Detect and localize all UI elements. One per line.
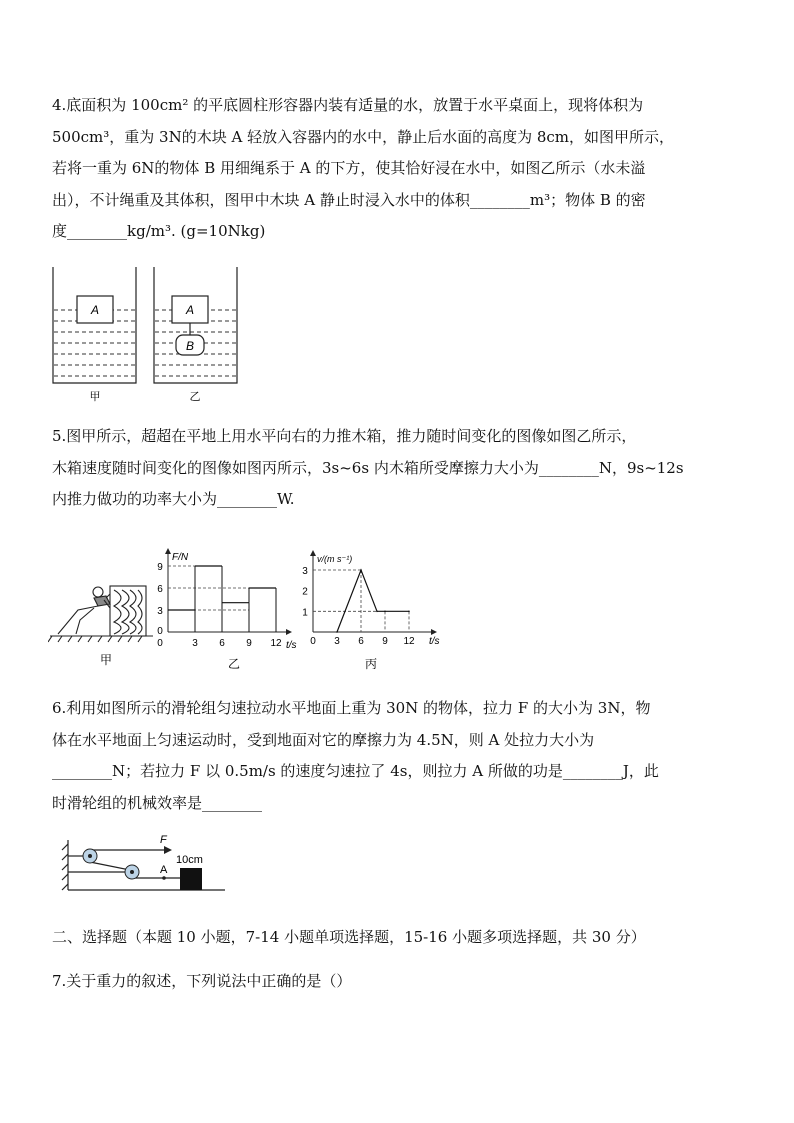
q5-line-2: 木箱速度随时间变化的图像如图丙所示，3s~6s 内木箱所受摩擦力大小为________N，9s~12s [52, 458, 684, 477]
question-5 [52, 421, 692, 516]
point-a [162, 876, 166, 880]
x-tick-label: 9 [246, 638, 252, 649]
q6-pulley-figure [60, 832, 240, 897]
velocity-point [360, 569, 362, 571]
q7-line-1: 7.关于重力的叙述，下列说法中正确的是（） [52, 972, 352, 990]
q4-container-figure [48, 265, 238, 405]
q5-line-1: 5.图甲所示，超超在平地上用水平向右的力推木箱，推力随时间变化的图像如图乙所示， [52, 427, 637, 445]
velocity-point [408, 611, 410, 613]
x-tick-label: 6 [358, 636, 364, 647]
q6-line-2: 体在水平地面上匀速运动时，受到地面对它的摩擦力为 4.5N，则 A 处拉力大小为 [52, 730, 595, 749]
x-axis-label: t/s [429, 636, 440, 647]
q4-line-4: 出），不计绳重及其体积，图甲中木块 A 静止时浸入水中的体积________m³；物体 B 的密 [52, 190, 646, 209]
block-a-jia-label: A [90, 303, 100, 317]
y-tick-label: 2 [302, 586, 308, 598]
block-b-label: B [185, 339, 195, 353]
caption-yi: 乙 [189, 391, 201, 403]
chart-force-time [157, 548, 296, 651]
y-axis-arrow [165, 548, 171, 554]
y-tick-label: 3 [302, 566, 308, 577]
question-7 [52, 966, 692, 998]
chart-velocity-time [302, 550, 439, 647]
question-6 [52, 693, 692, 819]
q6-line-3: ________N；若拉力 F 以 0.5m/s 的速度匀速拉了 4s，则拉力 A 所做的功是________J，此 [52, 762, 659, 780]
y-axis-label: v/(m s⁻¹) [317, 554, 353, 564]
x-axis-label: t/s [286, 640, 297, 651]
q6-line-1: 6.利用如图所示的滑轮组匀速拉动水平地面上重为 30N 的物体，拉力 F 的大小为 3N，物 [52, 699, 651, 717]
block-size-label: 10cm [176, 854, 203, 866]
x-tick-label: 3 [192, 638, 198, 649]
block [180, 868, 202, 890]
force-f-label: F [160, 834, 167, 846]
x-axis-arrow [431, 629, 437, 635]
y-axis-label: F/N [172, 552, 189, 563]
section-2 [52, 922, 692, 954]
y-tick-label: 1 [302, 607, 308, 619]
q4-line-3: 若将一重为 6N的物体 B 用细绳系于 A 的下方，使其恰好浸在水中，如图乙所示（水未溢 [52, 159, 646, 177]
caption-yi-5: 乙 [227, 657, 241, 671]
question-4 [52, 90, 692, 248]
container-jia [53, 267, 136, 383]
velocity-point [336, 631, 338, 633]
x-tick-label: 9 [382, 636, 388, 647]
x-tick-label: 0 [157, 638, 163, 649]
y-tick-label: 9 [157, 562, 163, 573]
q5-figure [48, 528, 448, 673]
container-yi [154, 267, 237, 383]
block-a-yi-label: A [185, 303, 195, 317]
velocity-point [376, 611, 378, 613]
caption-jia: 甲 [89, 391, 101, 403]
x-tick-label: 12 [270, 638, 282, 649]
y-tick-label: 0 [157, 626, 163, 637]
section-2-heading: 二、选择题（本题 10 小题，7-14 小题单项选择题，15-16 小题多项选择题，共 30 分） [52, 928, 646, 946]
velocity-point [384, 611, 386, 613]
x-tick-label: 0 [310, 636, 316, 647]
q5-line-3: 内推力做功的功率大小为________W. [52, 490, 295, 508]
y-axis-arrow [310, 550, 316, 556]
pusher-illustration [48, 586, 153, 642]
q4-line-2: 500cm³，重为 3N的木块 A 轻放入容器内的水中，静止后水面的高度为 8cm，如图甲所示， [52, 127, 675, 146]
caption-bing-5: 丙 [364, 657, 378, 671]
point-a-label: A [160, 864, 168, 876]
x-tick-label: 6 [219, 638, 225, 649]
caption-jia-5: 甲 [99, 653, 113, 667]
q4-line-5: 度________kg/m³. (g=10Nkg) [52, 222, 266, 240]
x-axis-arrow [286, 629, 292, 635]
velocity-line [337, 570, 409, 632]
y-tick-label: 3 [157, 606, 163, 617]
y-tick-label: 6 [157, 584, 163, 595]
x-tick-label: 12 [403, 636, 415, 647]
q6-line-4: 时滑轮组的机械效率是________ [52, 793, 263, 812]
q4-line-1: 4.底面积为 100cm² 的平底圆柱形容器内装有适量的水，放置于水平桌面上，现将体积为 [52, 96, 644, 114]
x-tick-label: 3 [334, 636, 340, 647]
